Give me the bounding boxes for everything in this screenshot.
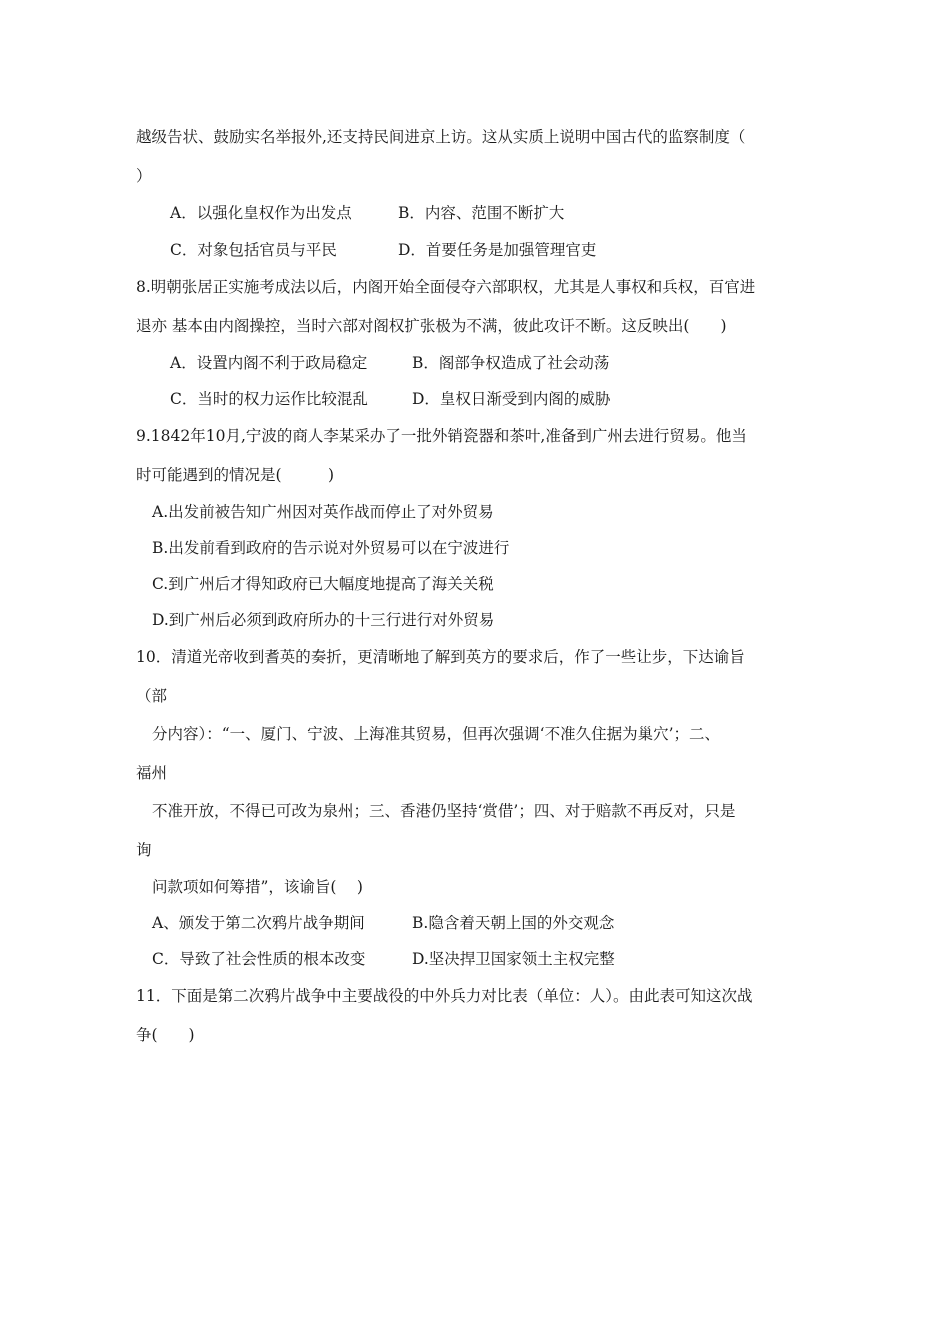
q9-option-d: D.到广州后必须到政府所办的十三行进行对外贸易 [152, 611, 495, 629]
q7-option-c: C．对象包括官员与平民 [170, 241, 337, 259]
q10-stem-line-6: 询 [136, 841, 152, 859]
q8-stem-line-1: 8.明朝张居正实施考成法以后，内阁开始全面侵夺六部职权，尤其是人事权和兵权，百官进 [136, 278, 756, 296]
q9-stem-line-2: 时可能遇到的情况是( ) [136, 466, 335, 484]
q8-option-d: D．皇权日渐受到内阁的威胁 [412, 390, 611, 408]
q8-stem-line-2: 退亦 基本由内阁操控，当时六部对阁权扩张极为不满，彼此攻讦不断。这反映出( ) [136, 317, 727, 335]
q7-option-b: B．内容、范围不断扩大 [398, 204, 565, 222]
q9-stem-line-1: 9.1842年10月,宁波的商人李某采办了一批外销瓷器和茶叶,准备到广州去进行贸易。他当 [136, 427, 747, 445]
q9-option-c: C.到广州后才得知政府已大幅度地提高了海关关税 [152, 575, 494, 593]
q9-option-a: A.出发前被告知广州因对英作战而停止了对外贸易 [152, 503, 494, 521]
q7-option-a: A．以强化皇权作为出发点 [170, 204, 352, 222]
q10-stem-line-4: 福州 [136, 764, 168, 782]
q10-stem-line-5: 不准开放，不得已可改为泉州；三、香港仍坚持‘赏借’；四、对于赔款不再反对，只是 [152, 802, 736, 820]
q10-option-b: B.隐含着天朝上国的外交观念 [412, 914, 615, 932]
q10-option-d: D.坚决捍卫国家领土主权完整 [412, 950, 615, 968]
q10-stem-line-2: （部 [136, 687, 168, 705]
q8-option-a: A．设置内阁不利于政局稳定 [170, 354, 368, 372]
q9-option-b: B.出发前看到政府的告示说对外贸易可以在宁波进行 [152, 539, 510, 557]
q7-stem-line-1: 越级告状、鼓励实名举报外,还支持民间进京上访。这从实质上说明中国古代的监察制度（ [136, 128, 746, 146]
q10-stem-line-3: 分内容）：“一、厦门、宁波、上海准其贸易，但再次强调‘不准久住据为巢穴’；二、 [152, 725, 721, 743]
q10-stem-line-1: 10．清道光帝收到耆英的奏折，更清晰地了解到英方的要求后，作了一些让步，下达谕旨 [136, 648, 745, 666]
q7-option-d: D．首要任务是加强管理官吏 [398, 241, 597, 259]
q8-option-b: B．阁部争权造成了社会动荡 [412, 354, 610, 372]
q7-stem-line-2: ） [136, 167, 152, 185]
q10-option-c: C．导致了社会性质的根本改变 [152, 950, 366, 968]
q8-option-c: C．当时的权力运作比较混乱 [170, 390, 368, 408]
q11-stem-line-1: 11．下面是第二次鸦片战争中主要战役的中外兵力对比表（单位：人）。由此表可知这次战 [136, 987, 753, 1005]
q10-stem-line-7: 问款项如何筹措”，该谕旨( ) [152, 878, 363, 896]
q11-stem-line-2: 争( ) [136, 1026, 195, 1044]
q10-option-a: A、颁发于第二次鸦片战争期间 [152, 914, 365, 932]
